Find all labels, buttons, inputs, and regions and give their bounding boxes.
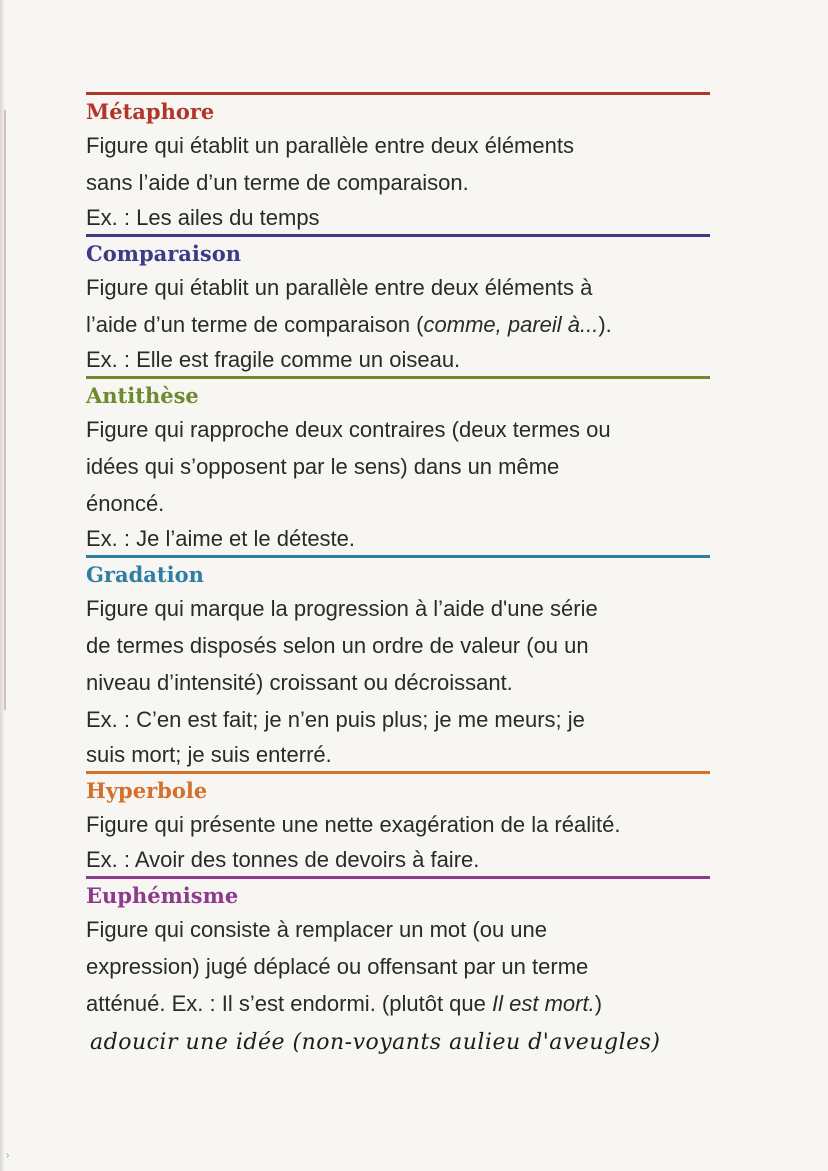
section-gradation <box>86 555 710 771</box>
def-line: énoncé. <box>86 491 165 516</box>
term-gradation: Gradation <box>86 562 204 587</box>
def-line <box>86 985 710 1022</box>
italic-example: Il est mort. <box>492 991 595 1016</box>
section-metaphore <box>86 92 710 234</box>
term-euphemisme: Euphémisme <box>86 883 239 908</box>
def-line: Figure qui marque la progression à l’aide d'une série <box>86 596 598 621</box>
def-line: idées qui s’opposent par le sens) dans un même <box>86 454 560 479</box>
def-line: Figure qui établit un parallèle entre deux éléments à <box>86 275 593 300</box>
def-line: de termes disposés selon un ordre de valeur (ou un <box>86 633 589 658</box>
section-antithese <box>86 376 710 555</box>
example-line: Ex. : C’en est fait; je n’en puis plus; je me meurs; je <box>86 707 585 732</box>
def-text: l’aide d’un terme de comparaison ( <box>86 312 424 337</box>
def-line: Figure qui établit un parallèle entre deux éléments <box>86 133 574 158</box>
def-line: niveau d’intensité) croissant ou décroissant. <box>86 670 513 695</box>
def-line: Figure qui rapproche deux contraires (deux termes ou <box>86 417 611 442</box>
margin-mark <box>4 110 6 710</box>
def-line: sans l’aide d’un terme de comparaison. <box>86 170 469 195</box>
term-hyperbole: Hyperbole <box>86 778 208 803</box>
italic-example: comme, pareil à... <box>423 312 599 337</box>
example-line: Ex. : Elle est fragile comme un oiseau. <box>86 347 461 372</box>
def-closing: ) <box>594 991 603 1016</box>
def-line: Figure qui consiste à remplacer un mot (ou une <box>86 917 548 942</box>
handwritten-note: adoucir une idée (non-voyants aulieu d'aveugles) <box>90 1030 661 1055</box>
def-closing: ). <box>598 312 612 337</box>
section-comparaison <box>86 234 710 376</box>
example-line: Ex. : Les ailes du temps <box>86 205 320 230</box>
def-text: atténué. Ex. : Il s’est endormi. (plutôt que <box>86 991 492 1016</box>
def-line: expression) jugé déplacé ou offensant par un terme <box>86 954 589 979</box>
section-euphemisme <box>86 876 710 1060</box>
term-metaphore: Métaphore <box>86 99 215 124</box>
def-line <box>86 306 710 343</box>
example-line: Ex. : Je l’aime et le déteste. <box>86 526 356 551</box>
def-line: Figure qui présente une nette exagération de la réalité. <box>86 812 621 837</box>
section-hyperbole <box>86 771 710 876</box>
example-line: suis mort; je suis enterré. <box>86 742 332 767</box>
term-antithese: Antithèse <box>86 383 199 408</box>
corner-mark: › <box>6 1150 10 1161</box>
figures-de-style-sheet <box>86 92 710 1060</box>
term-comparaison: Comparaison <box>86 241 241 266</box>
example-line: Ex. : Avoir des tonnes de devoirs à faire. <box>86 847 480 872</box>
